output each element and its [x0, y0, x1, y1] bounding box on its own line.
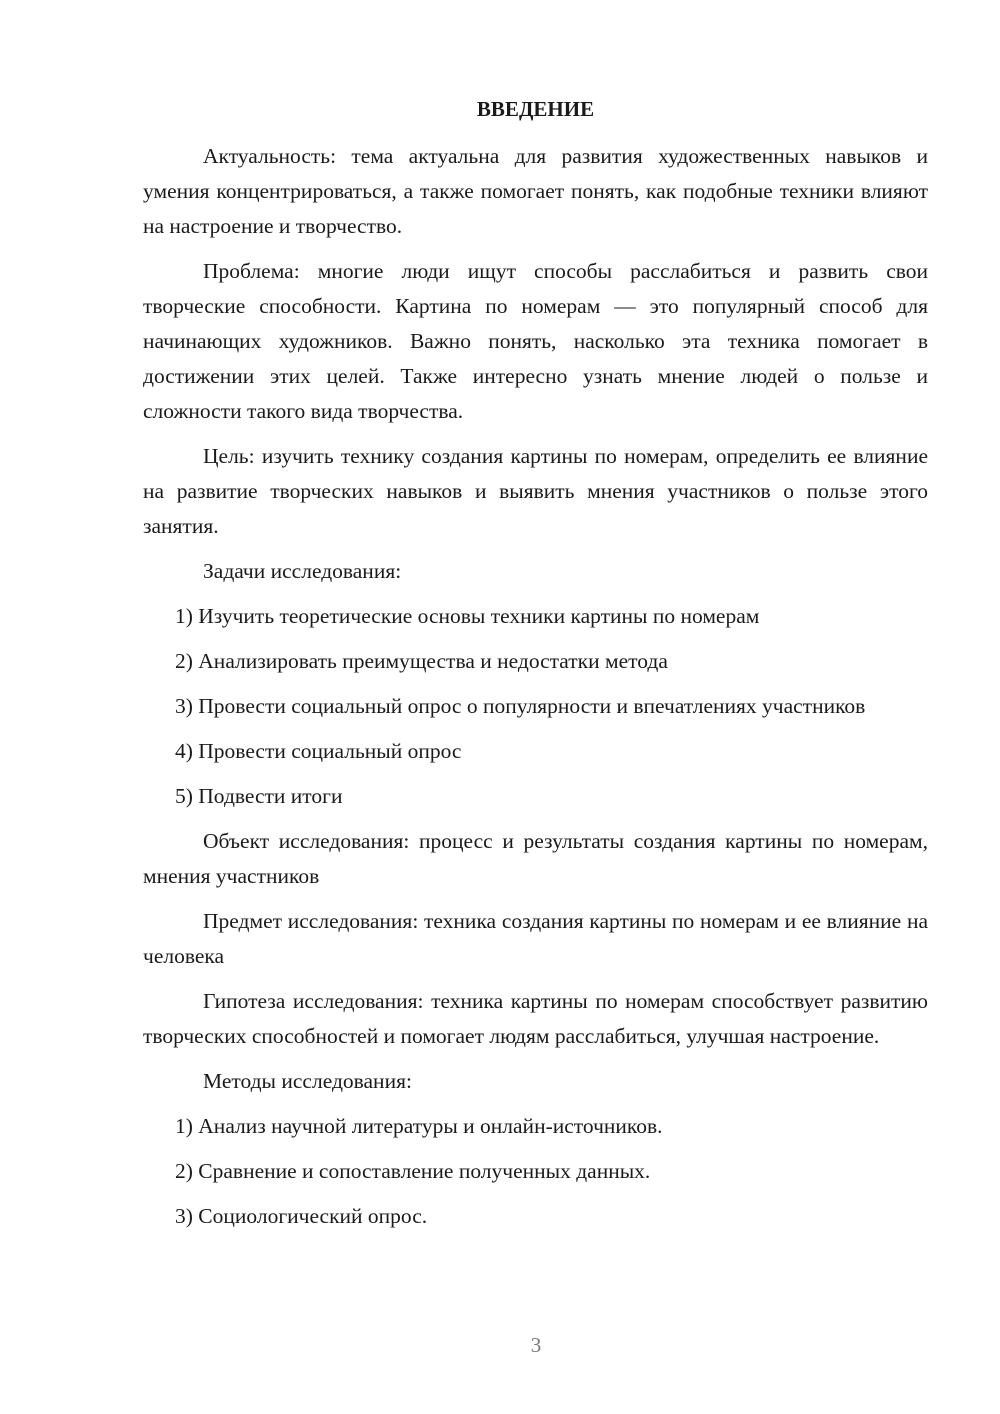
task-item: 1) Изучить теоретические основы техники картины по номерам: [175, 604, 760, 628]
paragraph-hypothesis: Гипотеза исследования: техника картины по номерам способствует развитию творческих способностей и помогает людям расслабиться, улучшая настроение.: [143, 989, 928, 1048]
task-item: 5) Подвести итоги: [175, 784, 343, 808]
paragraph-tasks-heading: Задачи исследования:: [203, 559, 402, 583]
section-title: ВВЕДЕНИЕ: [476, 97, 595, 121]
paragraph-subject: Предмет исследования: техника создания картины по номерам и ее влияние на человека: [143, 909, 928, 968]
method-item: 3) Социологический опрос.: [175, 1204, 428, 1228]
method-item: 1) Анализ научной литературы и онлайн-источников.: [175, 1114, 663, 1138]
method-item: 2) Сравнение и сопоставление полученных данных.: [175, 1159, 651, 1183]
task-item: 4) Провести социальный опрос: [175, 739, 462, 763]
paragraph-methods-heading: Методы исследования:: [203, 1069, 412, 1093]
paragraph-object: Объект исследования: процесс и результаты создания картины по номерам, мнения участников: [143, 829, 928, 888]
paragraph-goal: Цель: изучить технику создания картины по номерам, определить ее влияние на развитие творческих навыков и выявить мнения участников о пользе этого занятия.: [143, 444, 928, 538]
paragraph-relevance: Актуальность: тема актуальна для развития художественных навыков и умения концентрироваться, а также помогает понять, как подобные техники влияют на настроение и творчество.: [143, 144, 928, 238]
paragraph-problem: Проблема: многие люди ищут способы расслабиться и развить свои творческие способности. Картина по номерам — это популярный способ для начинающих художников. Важно понять, насколько эта техника помогает в достижении этих целей. Также интересно узнать мнение людей о пользе и сложности такого вида творчества.: [143, 259, 928, 423]
page-number: 3: [530, 1333, 542, 1357]
task-item: 2) Анализировать преимущества и недостатки метода: [175, 649, 668, 673]
task-item: 3) Провести социальный опрос о популярности и впечатлениях участников: [175, 694, 866, 718]
page-content: [143, 92, 928, 1244]
